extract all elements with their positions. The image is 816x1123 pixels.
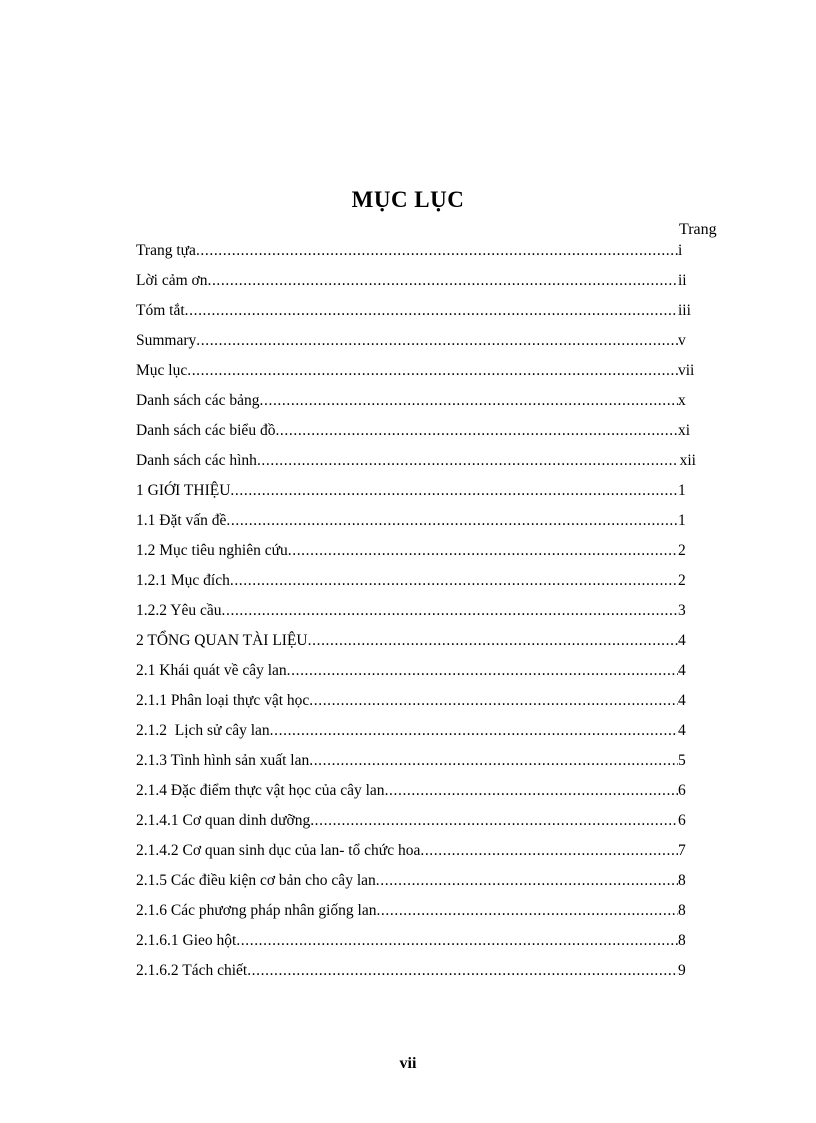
toc-dot-leader — [260, 390, 678, 412]
toc-dot-leader — [288, 540, 678, 562]
toc-entry — [136, 810, 696, 840]
toc-dot-leader — [222, 600, 678, 622]
toc-dot-leader — [196, 240, 678, 262]
toc-entry-page: 4 — [678, 692, 686, 709]
toc-entry-label: 1.2.1 Mục đích — [136, 572, 230, 589]
toc-entry — [136, 600, 696, 630]
toc-dot-leader — [275, 420, 678, 442]
toc-entry-label: Trang tựa — [136, 242, 196, 259]
toc-entry-page: 9 — [678, 962, 686, 979]
toc-entry-page: iii — [678, 302, 691, 319]
toc-dot-leader — [308, 630, 678, 652]
toc-entry — [136, 450, 696, 480]
toc-entry — [136, 300, 696, 330]
toc-dot-leader — [230, 480, 678, 502]
toc-dot-leader — [310, 810, 678, 832]
toc-dot-leader — [236, 930, 678, 952]
toc-entry — [136, 690, 696, 720]
toc-entry-page: 6 — [678, 812, 686, 829]
toc-dot-leader — [309, 750, 678, 772]
toc-entry-label: 2.1.6.1 Gieo hột — [136, 932, 237, 949]
toc-entry — [136, 660, 696, 690]
toc-entry-label: Tóm tắt — [136, 302, 185, 319]
toc-entry-page: 8 — [678, 902, 686, 919]
toc-dot-leader — [185, 300, 678, 322]
toc-entry-label: 2.1.1 Phân loại thực vật học — [136, 692, 310, 709]
toc-entry-page: 5 — [678, 752, 686, 769]
toc-entry-label: Mục lục — [136, 362, 188, 379]
toc-entry-label: 1.2.2 Yêu cầu — [136, 602, 222, 619]
toc-dot-leader — [287, 660, 678, 682]
toc-dot-leader — [187, 360, 678, 382]
toc-entry-page: 4 — [678, 632, 686, 649]
toc-entry-page: x — [678, 392, 686, 409]
toc-entry-label: 2.1.5 Các điều kiện cơ bản cho cây lan — [136, 872, 376, 889]
toc-entry — [136, 420, 696, 450]
toc-entry — [136, 840, 696, 870]
toc-entry — [136, 630, 696, 660]
toc-entry-page: xii — [675, 452, 696, 469]
toc-dot-leader — [385, 780, 678, 802]
toc-entry-label: 1 GIỚI THIỆU — [136, 482, 231, 499]
page-column-header: Trang — [679, 221, 717, 238]
toc-dot-leader — [207, 270, 678, 292]
toc-entry-page: 2 — [678, 572, 686, 589]
toc-entry-page: i — [678, 242, 683, 259]
toc-entry — [136, 240, 696, 270]
toc-dot-leader — [226, 510, 678, 532]
toc-entry-label: Danh sách các hình — [136, 452, 257, 469]
toc-entry-page: 1 — [678, 512, 686, 529]
toc-entry-label: Danh sách các bảng — [136, 392, 260, 409]
toc-entry-page: 4 — [678, 722, 686, 739]
toc-entry-label: 2.1.6 Các phương pháp nhân giống lan — [136, 902, 377, 919]
table-of-contents — [136, 240, 696, 990]
toc-entry-page: 8 — [678, 932, 686, 949]
toc-entry-page: 7 — [678, 842, 686, 859]
toc-dot-leader — [247, 960, 678, 982]
toc-entry-label: 2.1.3 Tình hình sản xuất lan — [136, 752, 310, 769]
toc-entry-page: 1 — [678, 482, 686, 499]
toc-entry-page: v — [678, 332, 686, 349]
toc-entry — [136, 480, 696, 510]
toc-entry-label: 2.1.4.1 Cơ quan dinh dưỡng — [136, 812, 311, 829]
toc-entry-page: 3 — [678, 602, 686, 619]
toc-entry-page: 8 — [678, 872, 686, 889]
toc-entry — [136, 270, 696, 300]
toc-dot-leader — [230, 570, 678, 592]
toc-entry — [136, 750, 696, 780]
toc-entry — [136, 900, 696, 930]
toc-entry-page: xi — [678, 422, 691, 439]
toc-entry — [136, 390, 696, 420]
toc-entry-label: 2.1.4.2 Cơ quan sinh dục của lan- tổ chức hoa — [136, 842, 421, 859]
toc-entry-page: 6 — [678, 782, 686, 799]
toc-dot-leader — [196, 330, 678, 352]
toc-entry-label: 2.1.4 Đặc điểm thực vật học của cây lan — [136, 782, 385, 799]
toc-entry-label: 2.1.6.2 Tách chiết — [136, 962, 248, 979]
toc-entry-label: 2 TỔNG QUAN TÀI LIỆU — [136, 632, 308, 649]
toc-entry — [136, 570, 696, 600]
toc-entry-label: Lời cảm ơn — [136, 272, 208, 289]
toc-entry — [136, 870, 696, 900]
toc-entry — [136, 360, 696, 390]
toc-dot-leader — [309, 690, 678, 712]
toc-entry-label: 1.2 Mục tiêu nghiên cứu — [136, 542, 288, 559]
toc-entry — [136, 930, 696, 960]
toc-dot-leader — [270, 720, 678, 742]
toc-entry — [136, 330, 696, 360]
toc-entry — [136, 780, 696, 810]
toc-dot-leader — [376, 900, 678, 922]
toc-dot-leader — [257, 450, 676, 472]
toc-entry — [136, 720, 696, 750]
toc-entry — [136, 960, 696, 990]
toc-entry-label: 2.1 Khái quát về cây lan — [136, 662, 287, 679]
toc-entry-label: 2.1.2 Lịch sử cây lan — [136, 722, 270, 739]
toc-entry — [136, 510, 696, 540]
toc-entry-page: ii — [678, 272, 687, 289]
toc-entry-label: 1.1 Đặt vấn đề — [136, 512, 227, 529]
toc-entry-label: Danh sách các biểu đồ — [136, 422, 276, 439]
toc-entry-page: vii — [678, 362, 695, 379]
toc-entry-page: 2 — [678, 542, 686, 559]
page-title: MỤC LỤC — [351, 187, 465, 213]
toc-dot-leader — [420, 840, 678, 862]
toc-entry — [136, 540, 696, 570]
toc-entry-page: 4 — [678, 662, 686, 679]
toc-dot-leader — [376, 870, 678, 892]
footer-page-number: vii — [399, 1055, 417, 1072]
toc-entry-label: Summary — [136, 332, 197, 349]
